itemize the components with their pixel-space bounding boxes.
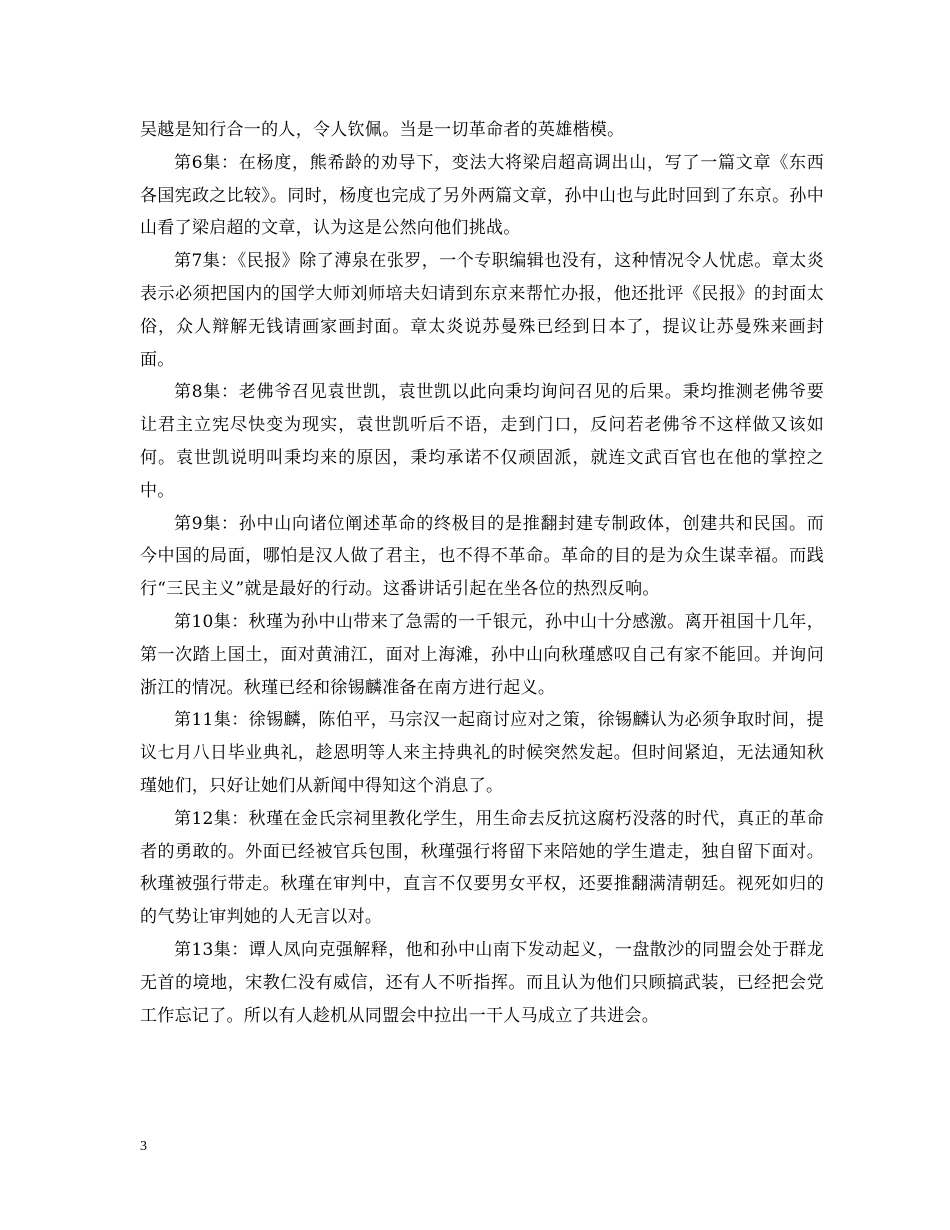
paragraph-episode-10: 第10集：秋瑾为孙中山带来了急需的一千银元，孙中山十分感激。离开祖国十几年，第一次踏上国土，面对黄浦江，面对上海滩，孙中山向秋瑾感叹自己有家不能回。并询问浙江的情况。秋瑾已经和徐锡麟准备在南方进行起义。 — [140, 611, 824, 698]
body-text — [140, 114, 824, 1032]
paragraph-episode-8: 第8集：老佛爷召见袁世凯，袁世凯以此向秉均询问召见的后果。秉均推测老佛爷要让君主立宪尽快变为现实，袁世凯听后不语，走到门口，反问若老佛爷不这样做又该如何。袁世凯说明叫秉均来的原因，秉均承诺不仅顽固派，就连文武百官也在他的掌控之中。 — [140, 382, 824, 501]
paragraph-episode-6: 第6集：在杨度，熊希龄的劝导下，变法大将梁启超高调出山，写了一篇文章《东西各国宪政之比较》。同时，杨度也完成了另外两篇文章，孙中山也与此时回到了东京。孙中山看了梁启超的文章，认为这是公然向他们挑战。 — [140, 152, 824, 239]
paragraph-continuation: 吴越是知行合一的人，令人钦佩。当是一切革命者的英雄楷模。 — [140, 120, 625, 140]
paragraph-episode-7: 第7集：《民报》除了溥泉在张罗，一个专职编辑也没有，这种情况令人忧虑。章太炎表示必须把国内的国学大师刘师培夫妇请到东京来帮忙办报，他还批评《民报》的封面太俗，众人辩解无钱请画家画封面。章太炎说苏曼殊已经到日本了，提议让苏曼殊来画封面。 — [140, 251, 824, 370]
page-number: 3 — [140, 1139, 147, 1154]
paragraph-episode-11: 第11集：徐锡麟，陈伯平，马宗汉一起商讨应对之策，徐锡麟认为必须争取时间，提议七月八日毕业典礼，趁恩明等人来主持典礼的时候突然发起。但时间紧迫，无法通知秋瑾她们，只好让她们从新闻中得知这个消息了。 — [140, 710, 824, 796]
paragraph-episode-13: 第13集：谭人凤向克强解释，他和孙中山南下发动起义，一盘散沙的同盟会处于群龙无首的境地，宋教仁没有威信，还有人不听指挥。而且认为他们只顾搞武装，已经把会党工作忘记了。所以有人趁机从同盟会中拉出一干人马成立了共进会。 — [140, 939, 824, 1026]
paragraph-episode-12: 第12集：秋瑾在金氏宗祠里教化学生，用生命去反抗这腐朽没落的时代，真正的革命者的勇敢的。外面已经被官兵包围，秋瑾强行将留下来陪她的学生遣走，独自留下面对。秋瑾被强行带走。秋瑾在审判中，直言不仅要男女平权，还要推翻满清朝廷。视死如归的的气势让审判她的人无言以对。 — [140, 808, 824, 928]
paragraph-episode-9: 第9集：孙中山向诸位阐述革命的终极目的是推翻封建专制政体，创建共和民国。而今中国的局面，哪怕是汉人做了君主，也不得不革命。革命的目的是为众生谋幸福。而践行“三民主义”就是最好的行动。这番讲话引起在坐各位的热烈反响。 — [140, 513, 824, 600]
